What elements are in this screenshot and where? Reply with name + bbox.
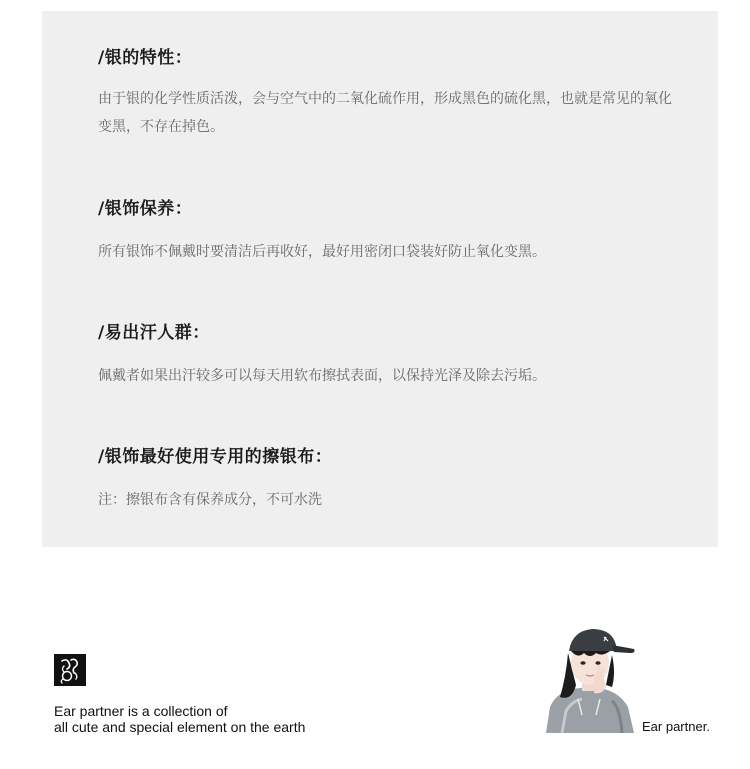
model-photo [542,615,640,733]
silver-care-panel [42,11,718,547]
section-title: /银饰最好使用专用的擦银布： [98,447,333,467]
care-section-polishing-cloth [98,446,678,514]
model-illustration [542,615,640,733]
section-body: 所有银饰不佩戴时要清洁后再收好，最好用密闭口袋装好防止氧化变黑。 [98,244,546,260]
care-section-maintenance [98,198,678,266]
section-title: /银饰保养： [98,199,193,219]
section-title: /银的特性： [98,48,193,68]
section-body: 注：擦银布含有保养成分，不可水洗 [98,492,322,508]
tagline-line-2: all cute and special element on the earth [54,719,306,735]
section-body: 佩戴者如果出汗较多可以每天用软布擦拭表面，以保持光泽及除去污垢。 [98,368,546,384]
ear-partner-logo-icon [54,654,86,686]
care-section-silver-properties [98,47,678,141]
brand-caption: Ear partner. [642,719,710,734]
section-body: 由于银的化学性质活泼，会与空气中的二氧化硫作用，形成黑色的硫化黑，也就是常见的氧化变黑，不存在掉色。 [98,91,672,135]
brand-tagline [54,703,394,735]
tagline-line-1: Ear partner is a collection of [54,703,228,719]
section-title: /易出汗人群： [98,323,210,343]
care-section-sweaty-wearers [98,322,678,390]
ear-partner-logo-mark [54,654,86,686]
